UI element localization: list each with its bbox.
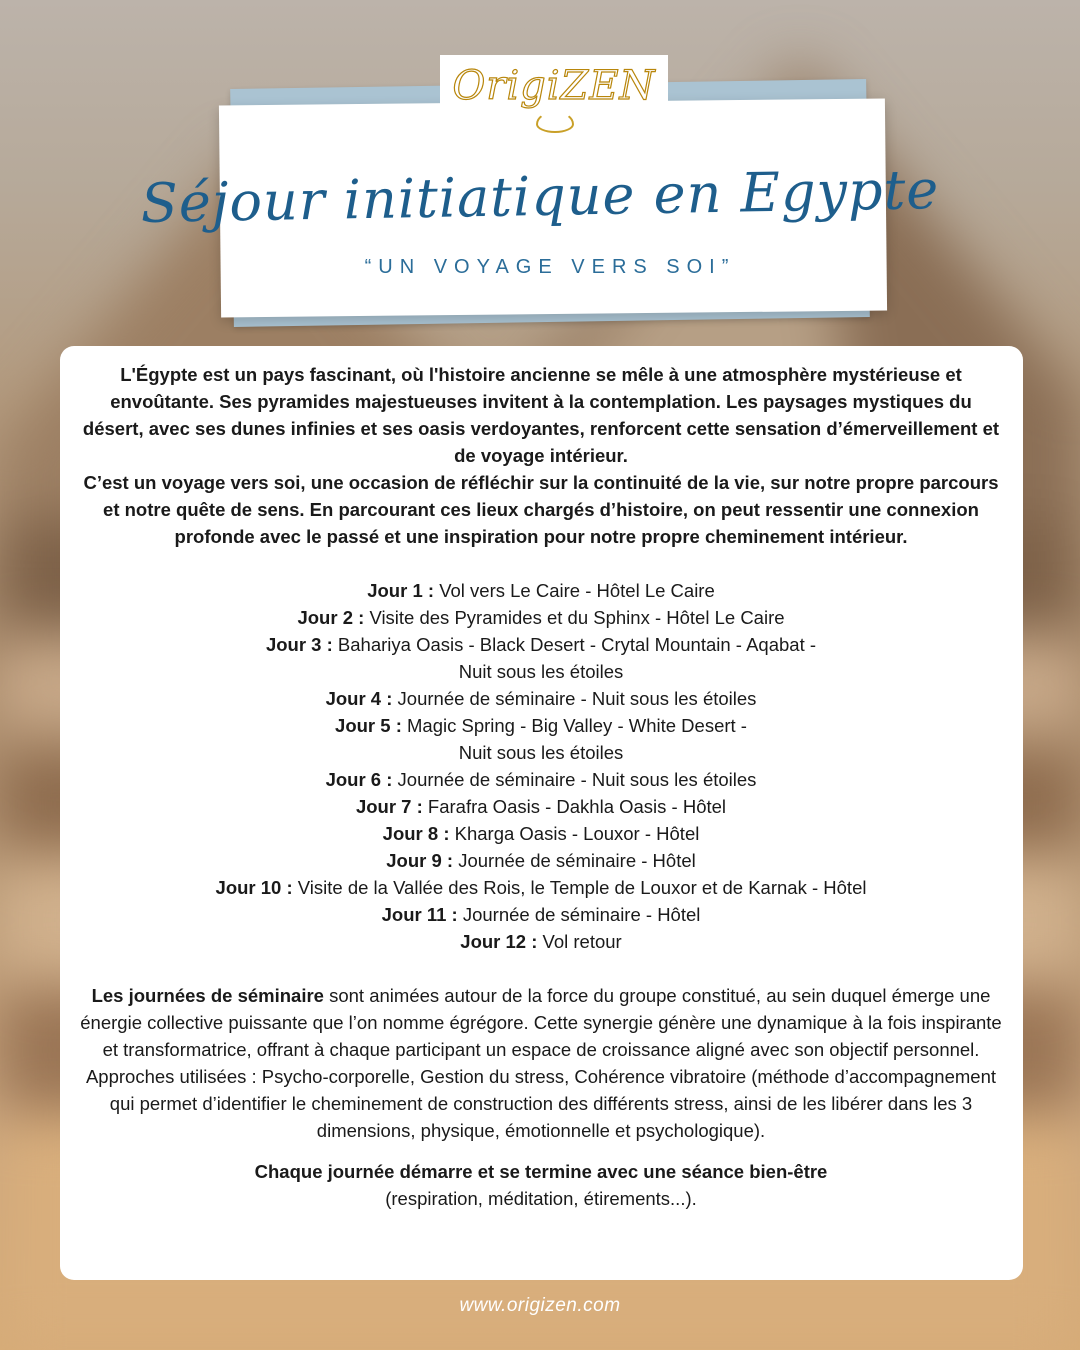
- day-text: Magic Spring - Big Valley - White Desert -: [407, 715, 747, 736]
- day-label: Jour 12 :: [460, 931, 538, 952]
- seminar-approaches: Approches utilisées : Psycho-corporelle, Gestion du stress, Cohérence vibratoire (méthode d’accompagnement qui permet d’identifier le cheminement de construction des différents stress, ainsi de les libérer dans les 3 dimensions, physique, émotionnelle et psychologique).: [85, 1066, 997, 1141]
- intro-paragraph-1: L'Égypte est un pays fascinant, où l'histoire ancienne se mêle à une atmosphère mystérieuse et envoûtante. Ses pyramides majestueuses invitent à la contemplation. Les paysages mystiques du désert, avec ses dunes infinies et ses oasis verdoyantes, renforcent cette sensation d’émerveillement et de voyage intérieur.: [82, 364, 1000, 466]
- itinerary-day: [78, 928, 1004, 955]
- content-body: [78, 361, 1004, 1212]
- day-text: Journée de séminaire - Nuit sous les étoiles: [397, 769, 757, 790]
- logo-wordmark: OrigiZEN: [452, 63, 656, 109]
- website-link[interactable]: www.origizen.com: [459, 1295, 621, 1316]
- day-text: Visite de la Vallée des Rois, le Temple de Louxor et de Karnak - Hôtel: [297, 877, 867, 898]
- intro-paragraph-2: C’est un voyage vers soi, une occasion de réfléchir sur la continuité de la vie, sur notre propre parcours et notre quête de sens. En parcourant ces lieux chargés d’histoire, on peut ressentir une connexion profonde avec le passé et une inspiration pour notre propre cheminement intérieur.: [83, 472, 999, 547]
- day-label: Jour 8 :: [382, 823, 450, 844]
- day-label: Jour 7 :: [355, 796, 423, 817]
- day-label: Jour 4 :: [325, 688, 393, 709]
- itinerary-day: [78, 874, 1004, 901]
- day-label: Jour 2 :: [297, 607, 365, 628]
- seminar-paragraph: [78, 982, 1004, 1063]
- itinerary-day: [78, 712, 1004, 739]
- day-text: Bahariya Oasis - Black Desert - Crytal Mountain - Aqabat -: [337, 634, 817, 655]
- itinerary-day: [78, 604, 1004, 631]
- itinerary-day: [78, 847, 1004, 874]
- day-label: Jour 6 :: [325, 769, 393, 790]
- itinerary-list: [78, 577, 1004, 955]
- day-label: Jour 9 :: [386, 850, 454, 871]
- day-label: Jour 5 :: [335, 715, 402, 736]
- itinerary-day: [78, 820, 1004, 847]
- day-text: Journée de séminaire - Nuit sous les étoiles: [397, 688, 757, 709]
- closing-note: (respiration, méditation, étirements...).: [385, 1188, 697, 1209]
- closing-statement: Chaque journée démarre et se termine avec une séance bien-être: [254, 1161, 828, 1182]
- itinerary-day: [78, 577, 1004, 604]
- logo: [440, 55, 668, 127]
- day-text: Visite des Pyramides et du Sphinx - Hôtel Le Caire: [369, 607, 785, 628]
- day-label: Jour 1 :: [367, 580, 435, 601]
- day-text: Journée de séminaire - Hôtel: [462, 904, 701, 925]
- day-text: Farafra Oasis - Dakhla Oasis - Hôtel: [427, 796, 727, 817]
- itinerary-day: [78, 793, 1004, 820]
- page-title: Séjour initiatique en Egypte: [140, 158, 940, 235]
- itinerary-day: [78, 631, 1004, 658]
- spacer: [78, 550, 1004, 577]
- day-label: Jour 11 :: [381, 904, 458, 925]
- spacer: [78, 1144, 1004, 1158]
- page-subtitle: “UN VOYAGE VERS SOI”: [364, 256, 736, 278]
- itinerary-day-continuation: Nuit sous les étoiles: [458, 661, 624, 682]
- day-label: Jour 3 :: [265, 634, 333, 655]
- seminar-lead: Les journées de séminaire: [91, 985, 324, 1006]
- day-text: Vol retour: [542, 931, 622, 952]
- logo-eye-icon: [536, 111, 574, 133]
- seminar-description: sont animées autour de la force du groupe constitué, au sein duquel émerge une énergie collective puissante que l’on nomme égrégore. Cette synergie génère une dynamique à la fois inspirante et transformatrice, offrant à chaque participant un espace de croissance aligné avec son objectif personnel.: [80, 985, 1002, 1060]
- itinerary-day: [78, 901, 1004, 928]
- day-text: Vol vers Le Caire - Hôtel Le Caire: [439, 580, 715, 601]
- day-text: Kharga Oasis - Louxor - Hôtel: [454, 823, 700, 844]
- day-label: Jour 10 :: [215, 877, 293, 898]
- day-text: Journée de séminaire - Hôtel: [458, 850, 696, 871]
- spacer: [78, 955, 1004, 982]
- itinerary-day: [78, 766, 1004, 793]
- itinerary-day: [78, 685, 1004, 712]
- itinerary-day-continuation: Nuit sous les étoiles: [458, 742, 624, 763]
